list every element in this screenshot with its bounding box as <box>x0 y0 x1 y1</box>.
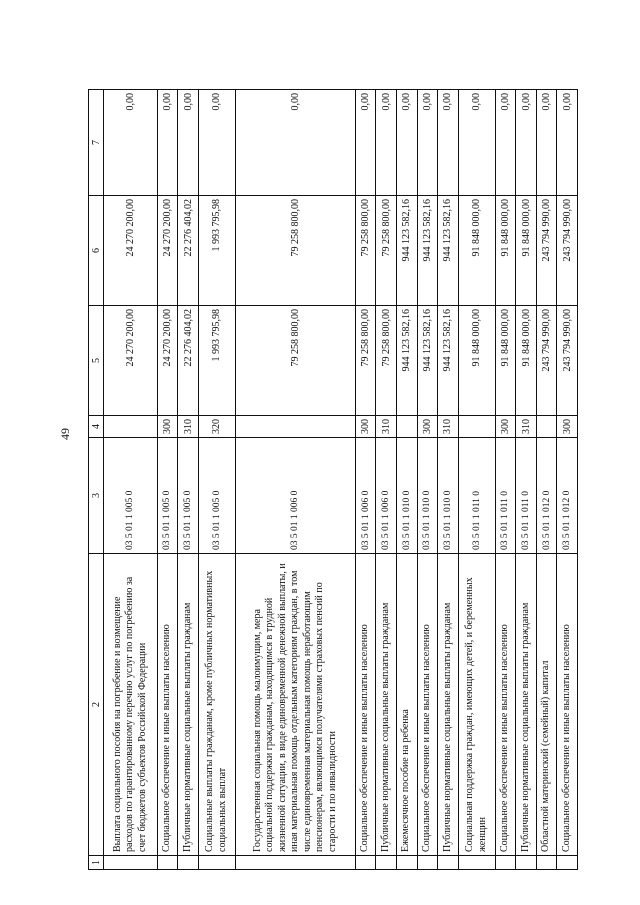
value-cell-6: 24 270 200,00 <box>157 196 178 306</box>
header-cell-2: 2 <box>89 554 104 856</box>
value-cell-7: 0,00 <box>235 90 355 196</box>
expense-type-cell: 310 <box>516 416 537 438</box>
name-cell: Государственная социальная помощь малоимущим, мера социальной поддержки гражданам, находящимся в трудной жизненной ситуации, в виде единовременной денежной выплаты, и иная материальная помощь отдельным категориям граждан, в том числе единовременная материальная помощь неработающим пенсионерам, являющимся получателями страховых пенсий по старости и по инвалидности <box>235 554 355 856</box>
value-cell-6: 91 848 000,00 <box>458 196 495 306</box>
value-cell-5: 243 794 990,00 <box>557 306 578 416</box>
table-row <box>104 90 158 870</box>
code-cell: 03 5 01 1 010 0 <box>417 438 438 554</box>
value-cell-7: 0,00 <box>458 90 495 196</box>
header-cell-3: 3 <box>89 438 104 554</box>
code-cell: 03 5 01 1 005 0 <box>104 438 158 554</box>
name-cell: Социальное обеспечение и иные выплаты населению <box>495 554 516 856</box>
expense-type-cell: 310 <box>376 416 397 438</box>
header-cell-6: 6 <box>89 196 104 306</box>
name-cell: Выплата социального пособия на погребение и возмещение расходов по гарантированному перечню услуг по погребению за счет бюджетов субъектов Российской Федерации <box>104 554 158 856</box>
table-row <box>458 90 495 870</box>
value-cell-6: 243 794 990,00 <box>557 196 578 306</box>
value-cell-7: 0,00 <box>396 90 417 196</box>
header-cell-7: 7 <box>89 90 104 196</box>
value-cell-7: 0,00 <box>557 90 578 196</box>
value-cell-7: 0,00 <box>104 90 158 196</box>
value-cell-7: 0,00 <box>438 90 459 196</box>
value-cell-7: 0,00 <box>157 90 178 196</box>
table-row <box>355 90 376 870</box>
value-cell-7: 0,00 <box>355 90 376 196</box>
table-row <box>536 90 557 870</box>
expense-type-cell: 320 <box>198 416 235 438</box>
name-cell: Публичные нормативные социальные выплаты гражданам <box>516 554 537 856</box>
code-cell: 03 5 01 1 012 0 <box>557 438 578 554</box>
code-cell: 03 5 01 1 006 0 <box>235 438 355 554</box>
value-cell-5: 243 794 990,00 <box>536 306 557 416</box>
index-cell <box>557 856 578 870</box>
value-cell-6: 22 276 404,02 <box>178 196 199 306</box>
value-cell-5: 944 123 582,16 <box>417 306 438 416</box>
index-cell <box>104 856 158 870</box>
name-cell: Социальные выплаты гражданам, кроме публичных нормативных социальных выплат <box>198 554 235 856</box>
table-body <box>104 90 578 870</box>
name-cell: Социальное обеспечение и иные выплаты населению <box>355 554 376 856</box>
value-cell-6: 243 794 990,00 <box>536 196 557 306</box>
value-cell-6: 944 123 582,16 <box>438 196 459 306</box>
index-cell <box>235 856 355 870</box>
table-row <box>157 90 178 870</box>
code-cell: 03 5 01 1 012 0 <box>536 438 557 554</box>
value-cell-7: 0,00 <box>536 90 557 196</box>
value-cell-5: 24 270 200,00 <box>157 306 178 416</box>
expense-type-cell <box>458 416 495 438</box>
value-cell-5: 79 258 800,00 <box>376 306 397 416</box>
table-row <box>516 90 537 870</box>
value-cell-6: 91 848 000,00 <box>495 196 516 306</box>
table-row <box>495 90 516 870</box>
value-cell-6: 79 258 800,00 <box>235 196 355 306</box>
name-cell: Публичные нормативные социальные выплаты гражданам <box>438 554 459 856</box>
page-number: 49 <box>58 428 72 440</box>
value-cell-6: 24 270 200,00 <box>104 196 158 306</box>
value-cell-6: 91 848 000,00 <box>516 196 537 306</box>
table-row <box>438 90 459 870</box>
header-cell-5: 5 <box>89 306 104 416</box>
value-cell-5: 91 848 000,00 <box>495 306 516 416</box>
index-cell <box>396 856 417 870</box>
name-cell: Областной материнский (семейный) капитал <box>536 554 557 856</box>
expense-type-cell: 300 <box>355 416 376 438</box>
value-cell-7: 0,00 <box>198 90 235 196</box>
header-row <box>89 90 104 870</box>
code-cell: 03 5 01 1 005 0 <box>198 438 235 554</box>
name-cell: Социальное обеспечение и иные выплаты населению <box>157 554 178 856</box>
code-cell: 03 5 01 1 005 0 <box>157 438 178 554</box>
value-cell-7: 0,00 <box>516 90 537 196</box>
table-row <box>198 90 235 870</box>
header-cell-1: 1 <box>89 856 104 870</box>
value-cell-5: 79 258 800,00 <box>235 306 355 416</box>
code-cell: 03 5 01 1 006 0 <box>376 438 397 554</box>
name-cell: Социальное обеспечение и иные выплаты населению <box>557 554 578 856</box>
value-cell-5: 944 123 582,16 <box>396 306 417 416</box>
index-cell <box>157 856 178 870</box>
expense-type-cell: 310 <box>178 416 199 438</box>
name-cell: Социальное обеспечение и иные выплаты населению <box>417 554 438 856</box>
value-cell-5: 91 848 000,00 <box>516 306 537 416</box>
value-cell-5: 79 258 800,00 <box>355 306 376 416</box>
expense-type-cell: 310 <box>438 416 459 438</box>
value-cell-7: 0,00 <box>376 90 397 196</box>
value-cell-6: 79 258 800,00 <box>376 196 397 306</box>
code-cell: 03 5 01 1 010 0 <box>438 438 459 554</box>
header-cell-4: 4 <box>89 416 104 438</box>
table-row <box>376 90 397 870</box>
budget-table-rotated <box>88 90 578 870</box>
index-cell <box>355 856 376 870</box>
expense-type-cell <box>104 416 158 438</box>
expense-type-cell <box>235 416 355 438</box>
code-cell: 03 5 01 1 006 0 <box>355 438 376 554</box>
table-row <box>235 90 355 870</box>
expense-type-cell: 300 <box>417 416 438 438</box>
index-cell <box>198 856 235 870</box>
value-cell-5: 24 270 200,00 <box>104 306 158 416</box>
code-cell: 03 5 01 1 011 0 <box>516 438 537 554</box>
value-cell-5: 944 123 582,16 <box>438 306 459 416</box>
value-cell-6: 1 993 795,98 <box>198 196 235 306</box>
index-cell <box>178 856 199 870</box>
value-cell-7: 0,00 <box>178 90 199 196</box>
name-cell: Публичные нормативные социальные выплаты гражданам <box>376 554 397 856</box>
index-cell <box>417 856 438 870</box>
expense-type-cell: 300 <box>495 416 516 438</box>
name-cell: Публичные нормативные социальные выплаты гражданам <box>178 554 199 856</box>
value-cell-7: 0,00 <box>417 90 438 196</box>
expense-type-cell <box>536 416 557 438</box>
code-cell: 03 5 01 1 011 0 <box>495 438 516 554</box>
index-cell <box>536 856 557 870</box>
value-cell-5: 91 848 000,00 <box>458 306 495 416</box>
index-cell <box>376 856 397 870</box>
table-row <box>178 90 199 870</box>
value-cell-6: 79 258 800,00 <box>355 196 376 306</box>
value-cell-7: 0,00 <box>495 90 516 196</box>
value-cell-5: 22 276 404,02 <box>178 306 199 416</box>
value-cell-6: 944 123 582,16 <box>396 196 417 306</box>
index-cell <box>458 856 495 870</box>
expense-type-cell: 300 <box>557 416 578 438</box>
index-cell <box>516 856 537 870</box>
table-row <box>396 90 417 870</box>
expense-type-cell <box>396 416 417 438</box>
name-cell: Социальная поддержка граждан, имеющих детей, и беременных женщин <box>458 554 495 856</box>
index-cell <box>438 856 459 870</box>
name-cell: Ежемесячное пособие на ребенка <box>396 554 417 856</box>
code-cell: 03 5 01 1 010 0 <box>396 438 417 554</box>
code-cell: 03 5 01 1 011 0 <box>458 438 495 554</box>
code-cell: 03 5 01 1 005 0 <box>178 438 199 554</box>
table-row <box>557 90 578 870</box>
table-row <box>417 90 438 870</box>
expense-type-cell: 300 <box>157 416 178 438</box>
value-cell-5: 1 993 795,98 <box>198 306 235 416</box>
budget-table <box>88 89 578 870</box>
value-cell-6: 944 123 582,16 <box>417 196 438 306</box>
index-cell <box>495 856 516 870</box>
